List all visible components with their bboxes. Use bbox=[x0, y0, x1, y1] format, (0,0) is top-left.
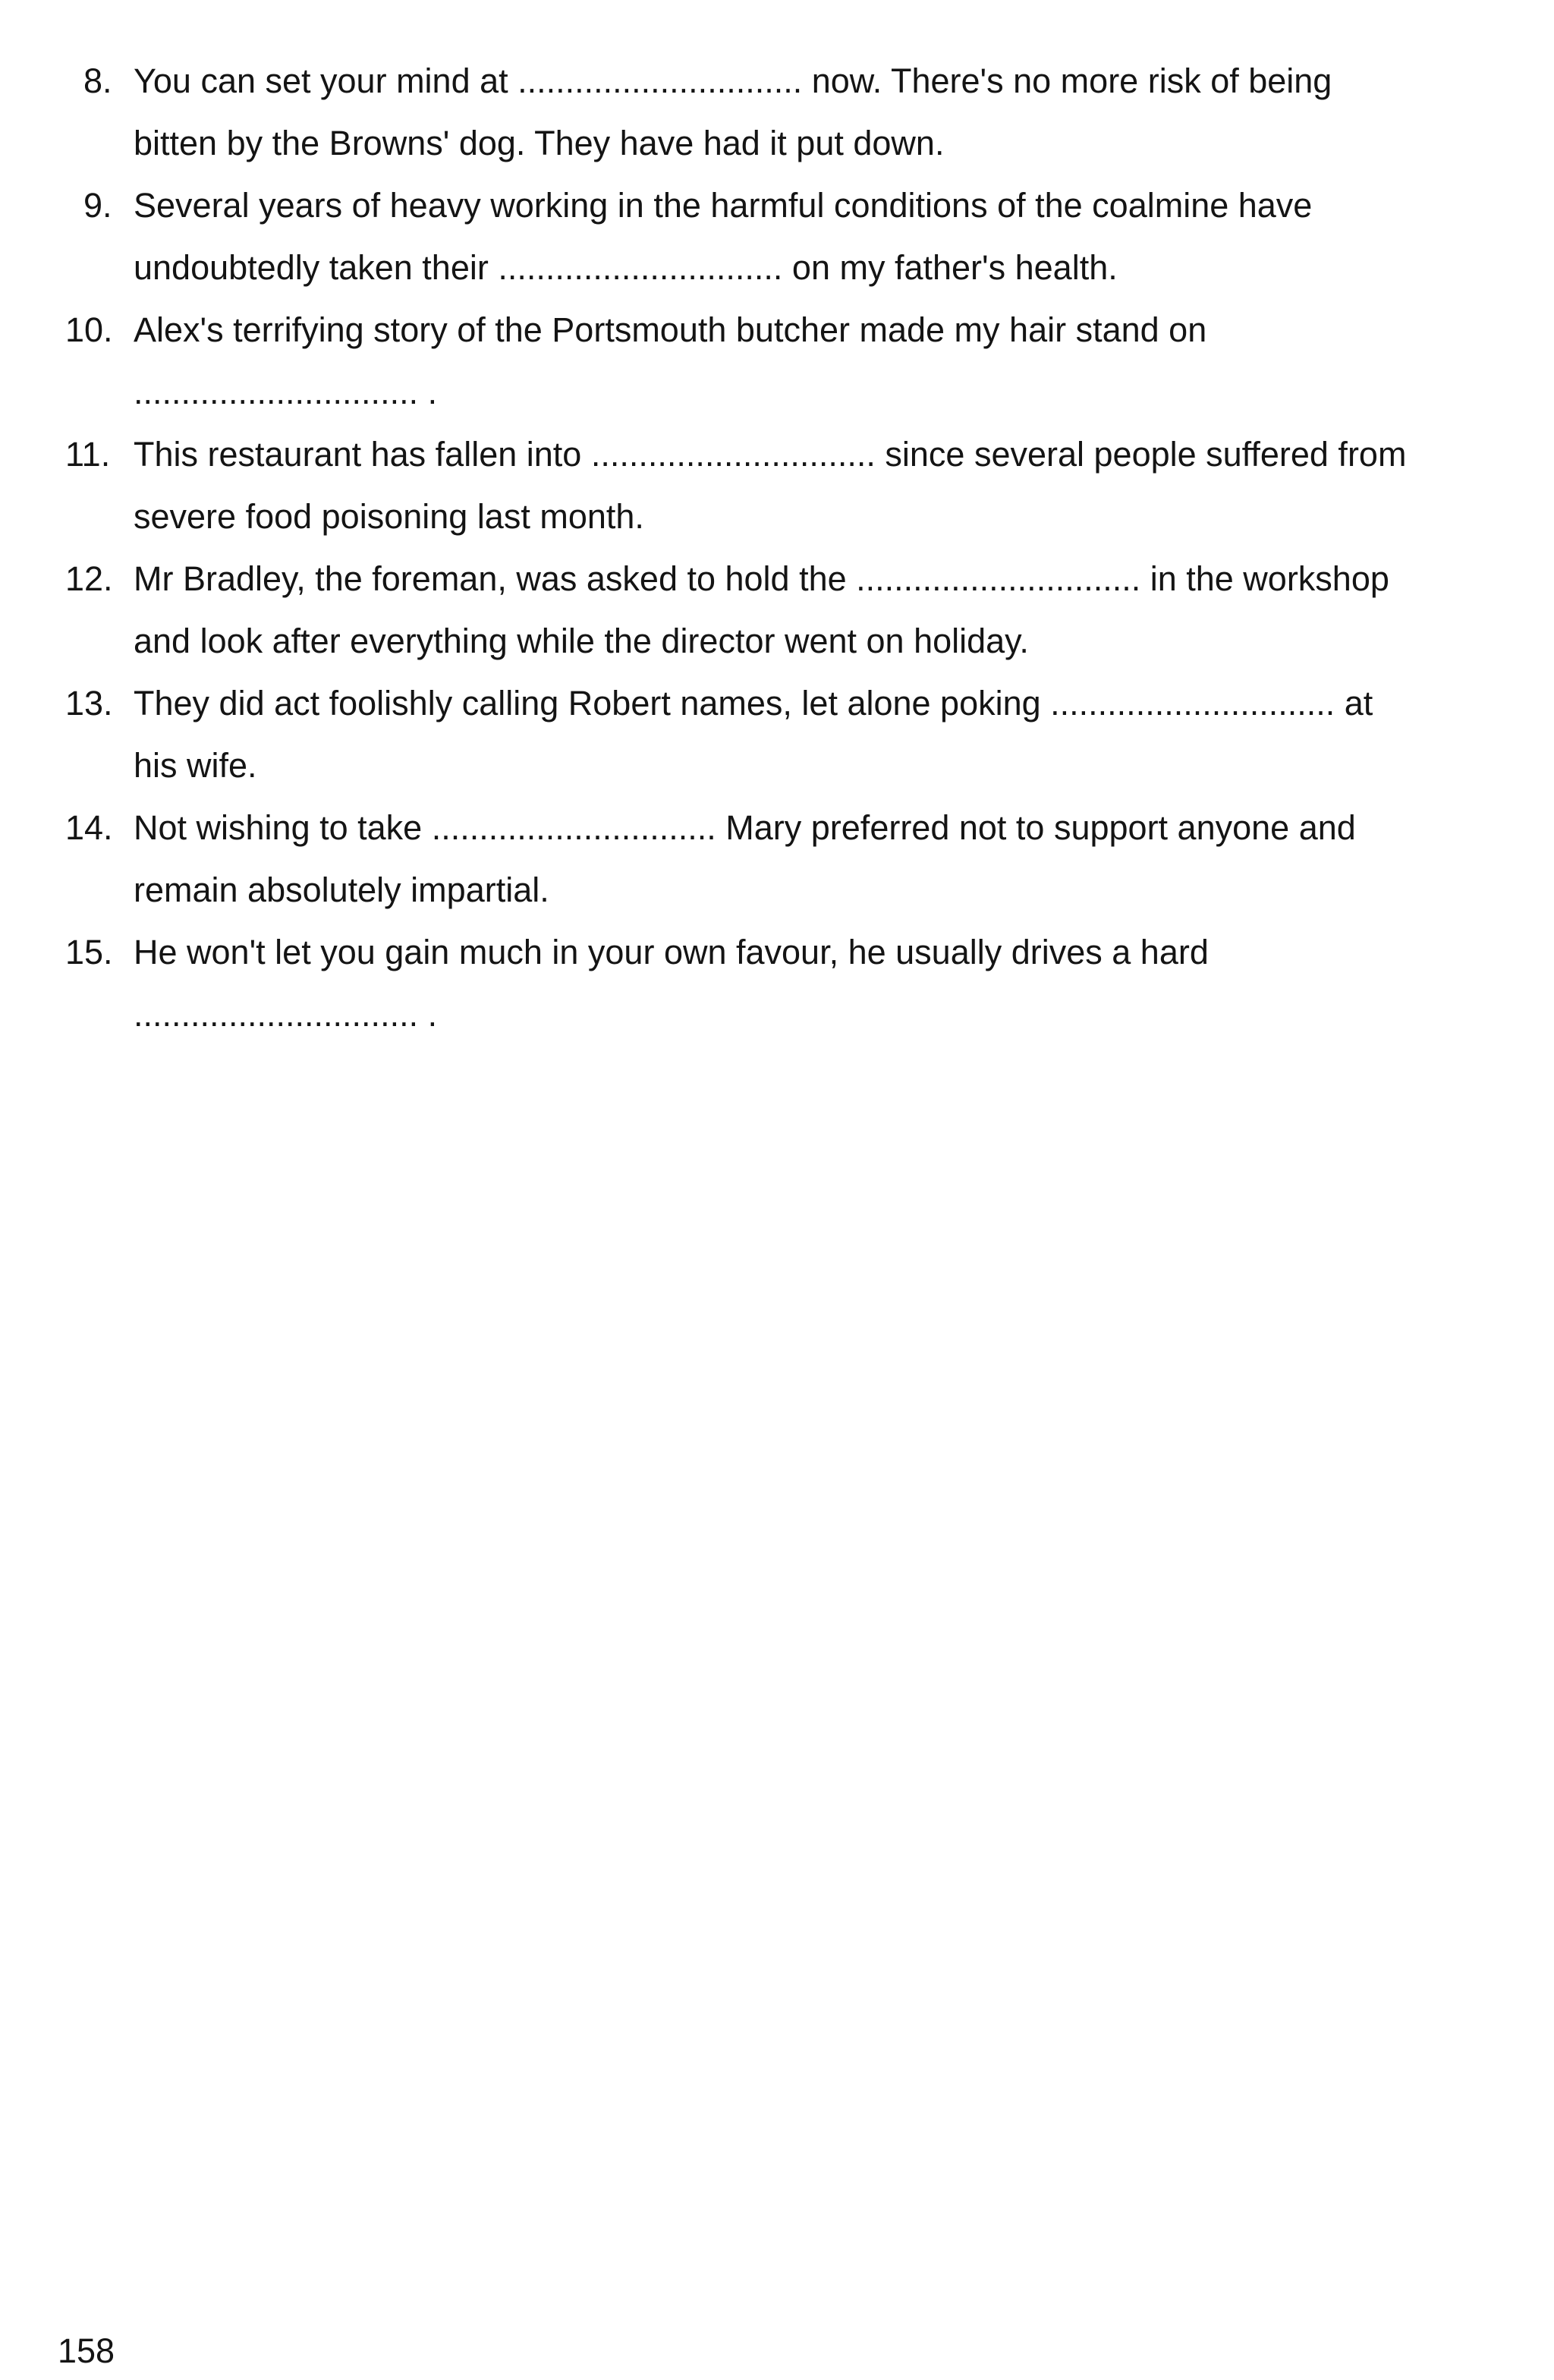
exercise-item-15 bbox=[65, 921, 1510, 1046]
item-text-line: Mr Bradley, the foreman, was asked to hold the .............................. in the workshop bbox=[134, 559, 1389, 598]
item-text-line: remain absolutely impartial. bbox=[134, 870, 549, 909]
item-text-line: .............................. . bbox=[134, 373, 438, 411]
item-number: 13. bbox=[65, 684, 113, 722]
item-text-line: This restaurant has fallen into .............................. since several people suffered from bbox=[134, 435, 1407, 474]
item-number: 12. bbox=[65, 559, 113, 598]
item-text-line: undoubtedly taken their .............................. on my father's health. bbox=[134, 248, 1118, 287]
item-number: 8. bbox=[83, 61, 112, 100]
item-text-line: his wife. bbox=[134, 746, 257, 785]
item-text-line: You can set your mind at .............................. now. There's no more risk of being bbox=[134, 61, 1332, 100]
item-number: 9. bbox=[83, 186, 112, 225]
page-number: 158 bbox=[58, 2331, 115, 2370]
item-text-line: They did act foolishly calling Robert names, let alone poking .............................. at bbox=[134, 684, 1373, 722]
exercise-list bbox=[65, 50, 1510, 1046]
exercise-item-8 bbox=[83, 50, 1510, 175]
item-text-line: severe food poisoning last month. bbox=[134, 497, 644, 536]
item-text-line: .............................. . bbox=[134, 995, 438, 1034]
exercise-item-14 bbox=[65, 797, 1510, 921]
item-number: 10. bbox=[65, 310, 113, 349]
exercise-item-9 bbox=[83, 175, 1510, 299]
exercise-item-11 bbox=[65, 423, 1510, 548]
item-text-line: bitten by the Browns' dog. They have had it put down. bbox=[134, 124, 945, 162]
item-text-line: and look after everything while the director went on holiday. bbox=[134, 622, 1029, 660]
item-number: 15. bbox=[65, 933, 113, 971]
exercise-item-12 bbox=[65, 548, 1510, 672]
exercise-item-10 bbox=[65, 299, 1510, 423]
item-text-line: Not wishing to take .............................. Mary preferred not to support anyone and bbox=[134, 808, 1356, 847]
item-text-line: He won't let you gain much in your own favour, he usually drives a hard bbox=[134, 933, 1209, 971]
item-text-line: Several years of heavy working in the harmful conditions of the coalmine have bbox=[134, 186, 1313, 225]
item-number: 14. bbox=[65, 808, 113, 847]
exercise-item-13 bbox=[65, 672, 1510, 797]
item-text-line: Alex's terrifying story of the Portsmouth butcher made my hair stand on bbox=[134, 310, 1207, 349]
item-number: 11. bbox=[65, 435, 111, 474]
